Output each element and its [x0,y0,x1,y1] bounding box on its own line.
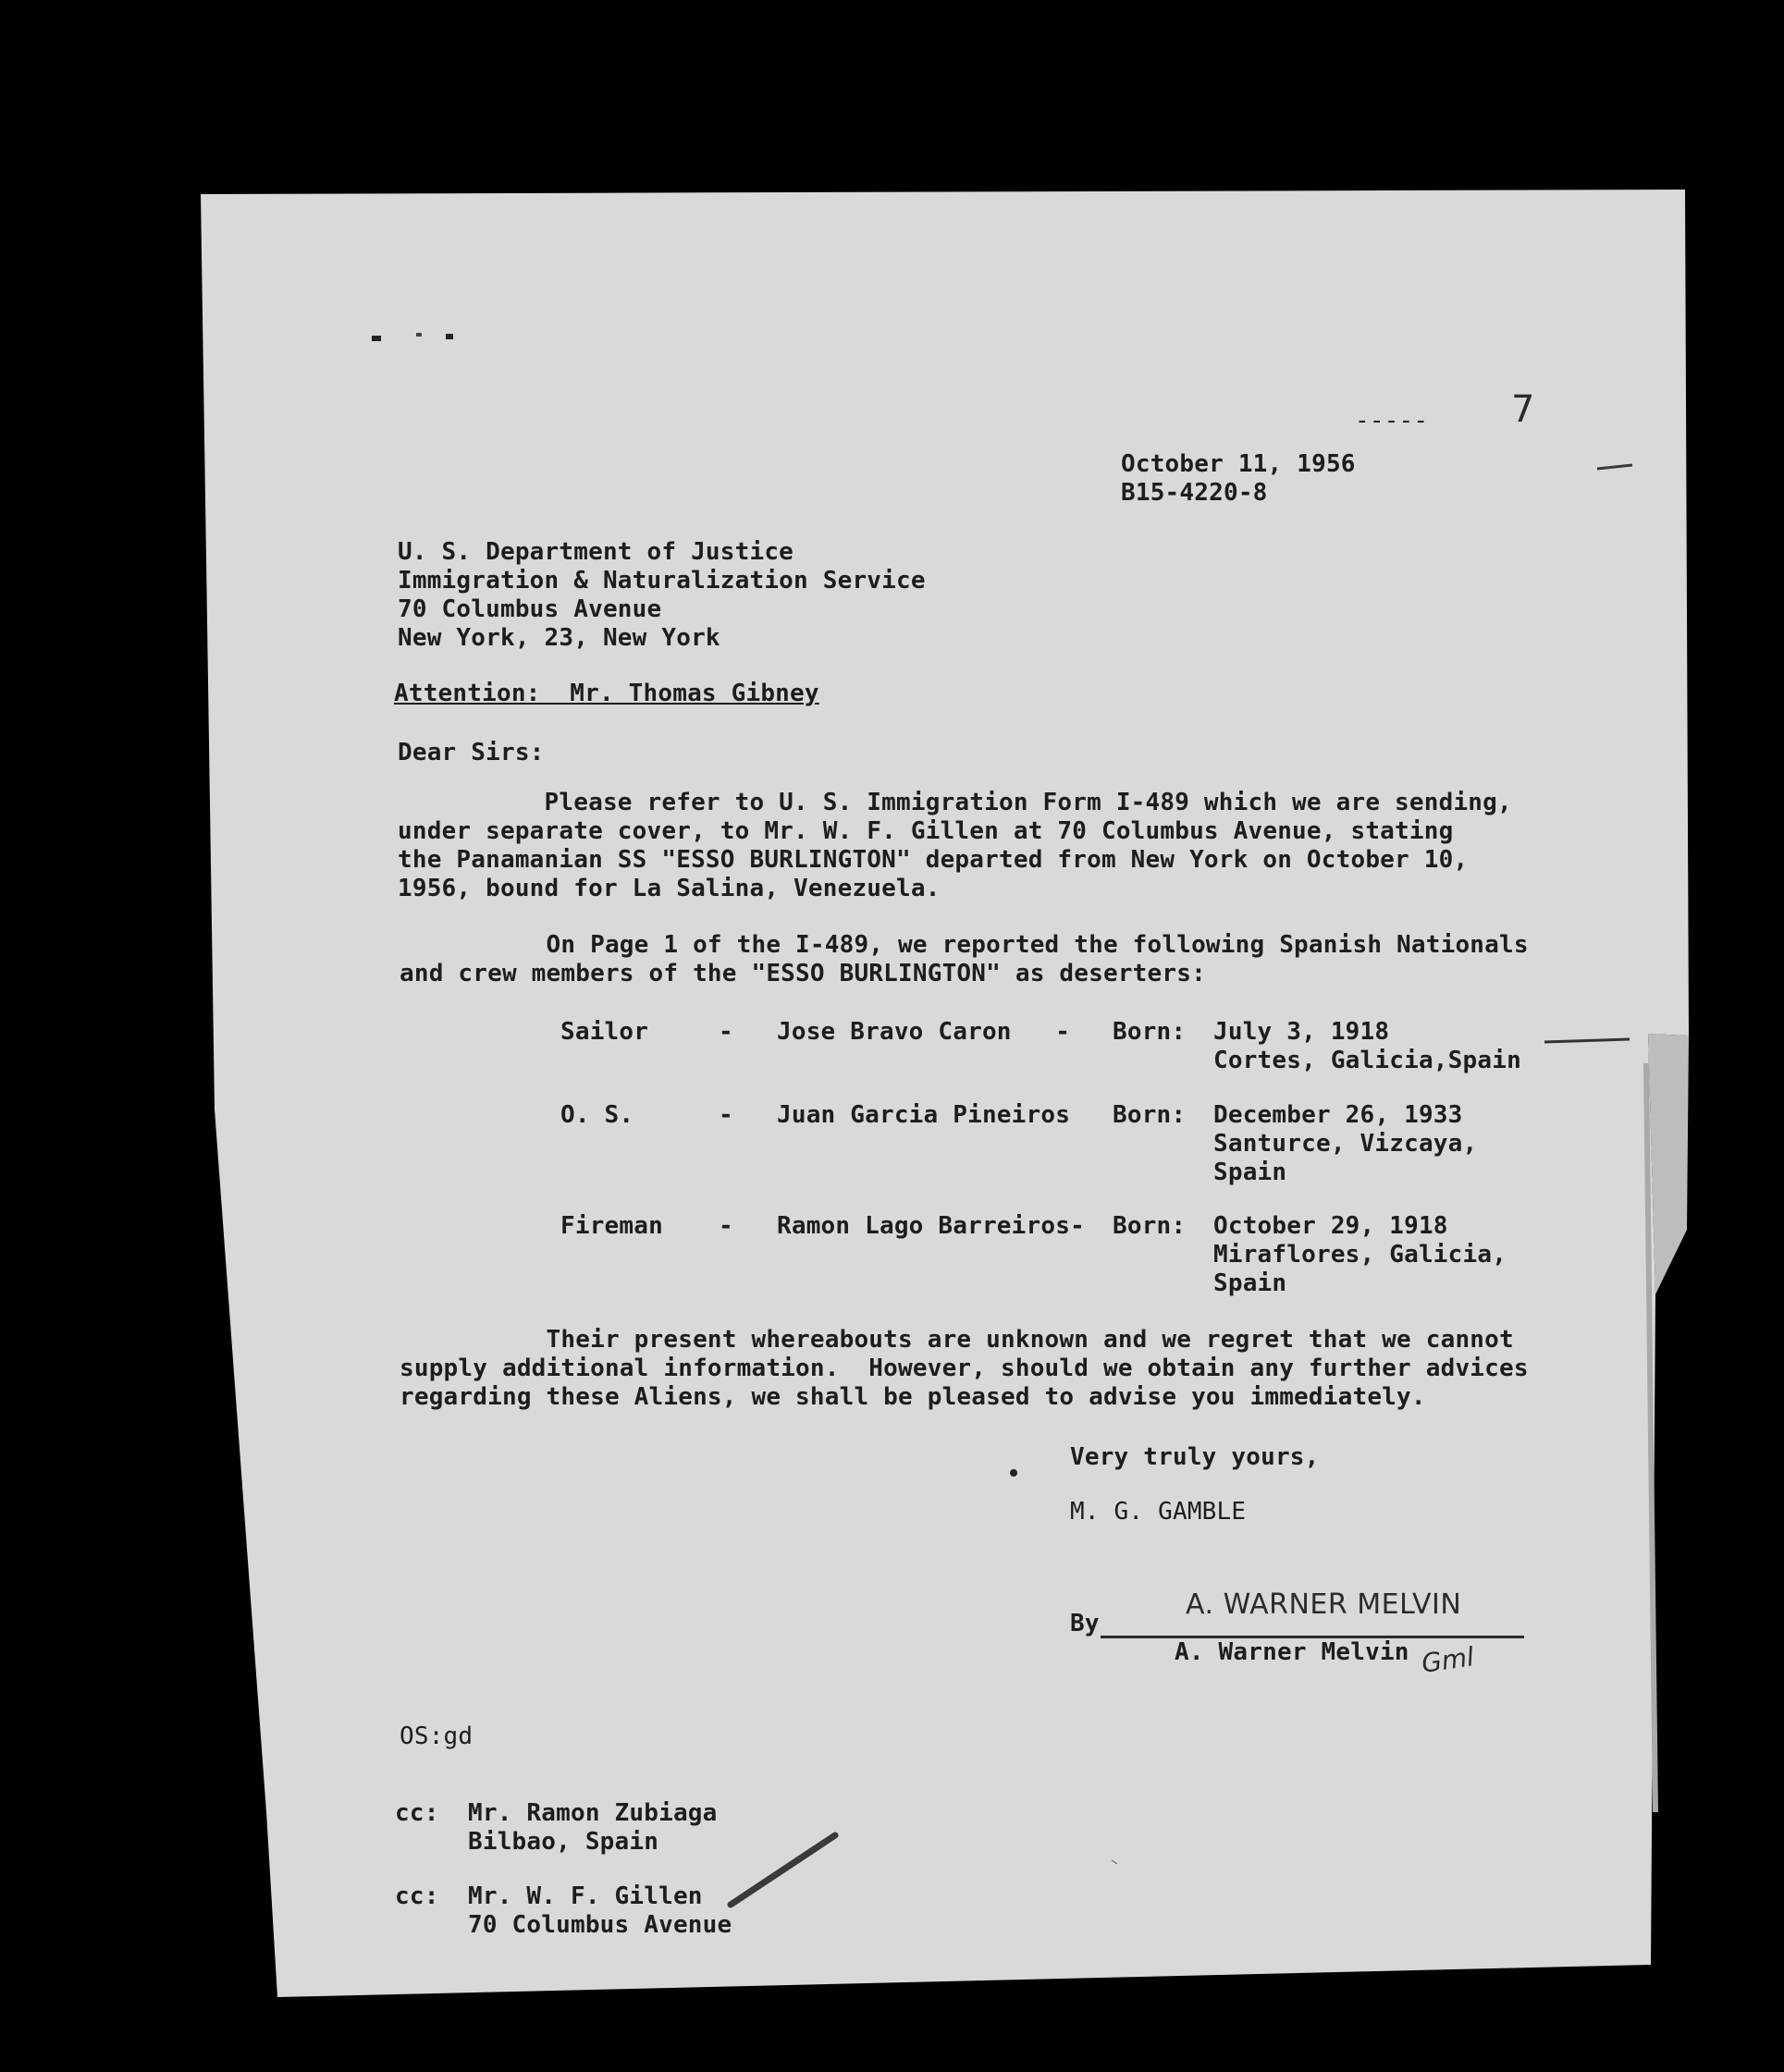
complimentary-close: Very truly yours, [1070,1443,1320,1471]
scan-speck [372,336,381,341]
recipient-line: 70 Columbus Avenue [398,595,662,623]
letter-date: October 11, 1956 [1121,450,1356,478]
paragraph-line: 1956, bound for La Salina, Venezuela. [398,875,941,902]
cc-line: Bilbao, Spain [468,1828,659,1856]
body-paragraph-2 [400,931,1529,988]
deserter-rank: Sailor [560,1018,649,1046]
paragraph-line: On Page 1 of the I-489, we reported the following Spanish Nationals [400,931,1529,959]
paragraph-line: Please refer to U. S. Immigration Form I-489 which we are sending, [398,789,1512,816]
born-detail: Spain [1213,1269,1287,1297]
deserter-name: Juan Garcia Pineiros [777,1101,1071,1129]
cc-label: cc: [395,1882,439,1910]
dashes-mark: ----- [1355,407,1429,435]
signer-initials: Gml [1419,1641,1476,1679]
scan-speck [446,334,453,339]
scan-speck [416,333,422,337]
born-label: Born: [1113,1018,1187,1046]
cc-line: 70 Columbus Avenue [468,1911,732,1939]
born-detail: October 29, 1918 [1213,1212,1448,1240]
recipient-line: New York, 23, New York [398,624,720,652]
recipient-line: Immigration & Naturalization Service [398,567,926,595]
paragraph-line: Their present whereabouts are unknown and we regret that we cannot [400,1326,1514,1354]
deserter-rank: O. S. [560,1101,634,1129]
paragraph-line: supply additional information. However, should we obtain any further advices [400,1355,1529,1382]
recipient-address [398,538,926,653]
salutation: Dear Sirs: [398,739,545,766]
cc-line: Mr. Ramon Zubiaga [468,1799,718,1827]
born-detail: Miraflores, Galicia, [1213,1241,1507,1269]
paragraph-line: regarding these Aliens, we shall be pleased to advise you immediately. [400,1383,1426,1411]
signer-name: A. Warner Melvin [1175,1638,1409,1666]
deserter-dash: - [719,1101,733,1129]
born-detail: December 26, 1933 [1213,1101,1463,1129]
deserter-dash: - [719,1018,733,1046]
born-label: Born: [1113,1212,1187,1240]
born-label: Born: [1113,1101,1187,1129]
body-paragraph-3 [400,1326,1529,1412]
paragraph-line: under separate cover, to Mr. W. F. Gillen at 70 Columbus Avenue, stating [398,817,1454,845]
deserter-name: Jose Bravo Caron - [777,1018,1071,1046]
born-detail: July 3, 1918 [1213,1018,1390,1046]
cc-line: Mr. W. F. Gillen [468,1882,703,1910]
paragraph-line: and crew members of the "ESSO BURLINGTON" as deserters: [400,960,1206,987]
attention-line: Attention: Mr. Thomas Gibney [394,680,819,707]
born-detail: Santurce, Vizcaya, [1213,1130,1478,1158]
paragraph-line: the Panamanian SS "ESSO BURLINGTON" departed from New York on October 10, [398,846,1469,874]
reference-initials: OS:gd [400,1723,474,1750]
deserter-dash: - [719,1212,733,1240]
born-detail: Spain [1213,1159,1287,1186]
deserter-name: Ramon Lago Barreiros- [777,1212,1085,1240]
company-name: M. G. GAMBLE [1070,1498,1247,1526]
cc-label: cc: [395,1799,439,1827]
page-number: 7 [1511,388,1535,431]
recipient-line: U. S. Department of Justice [398,538,794,566]
deserter-rank: Fireman [560,1212,663,1240]
born-detail: Cortes, Galicia,Spain [1213,1047,1521,1074]
by-label: By [1070,1610,1100,1637]
body-paragraph-1 [398,789,1512,903]
file-reference: B15-4220-8 [1121,479,1268,507]
signature-stamp: A. WARNER MELVIN [1186,1588,1462,1621]
